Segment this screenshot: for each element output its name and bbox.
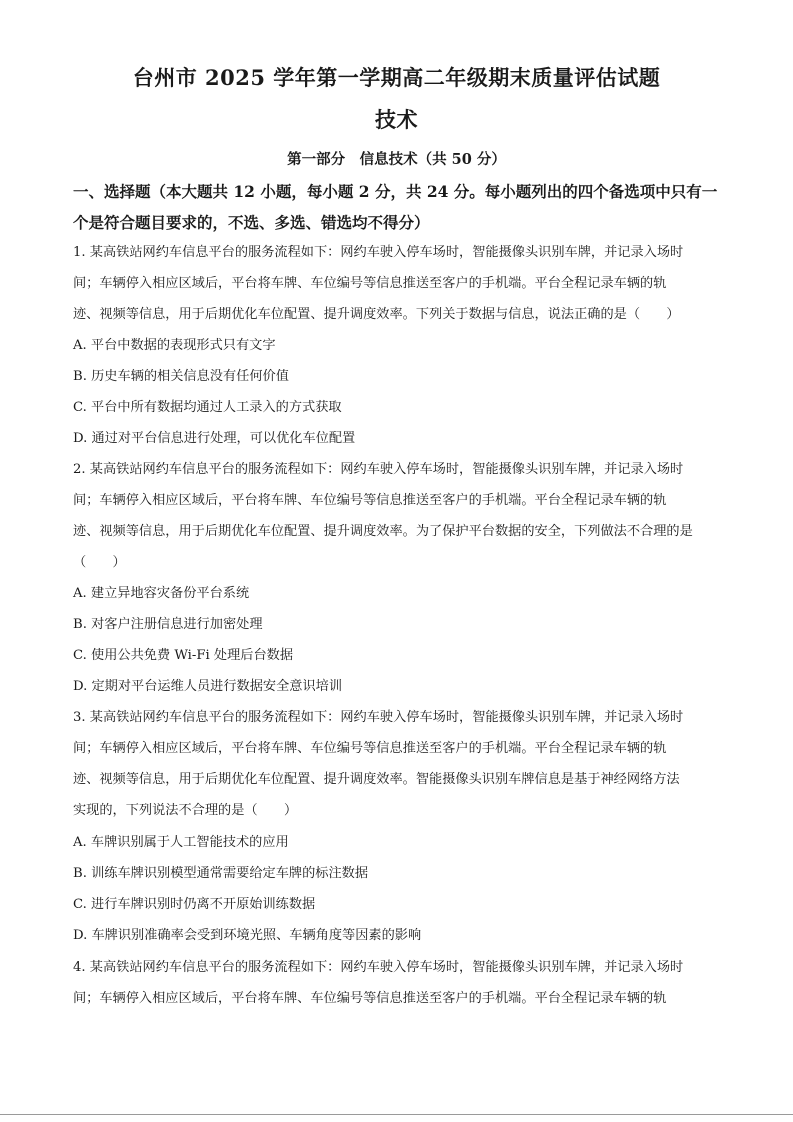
question-1-option-d: D. 通过对平台信息进行处理，可以优化车位配置 [73,431,356,446]
question-2-stem: 迹、视频等信息，用于后期优化车位配置、提升调度效率。为了保护平台数据的安全，下列做法不合理的是 [73,524,693,539]
question-1-stem: 1. 某高铁站网约车信息平台的服务流程如下：网约车驶入停车场时，智能摄像头识别车牌，并记录入场时 [73,245,684,260]
question-3-stem: 迹、视频等信息，用于后期优化车位配置、提升调度效率。智能摄像头识别车牌信息是基于神经网络方法 [73,772,680,787]
question-2-option-d: D. 定期对平台运维人员进行数据安全意识培训 [73,679,343,694]
section-instructions-line: 一、选择题（本大题共 12 小题，每小题 2 分，共 24 分。每小题列出的四个备选项中只有一 [73,182,718,201]
question-3-stem: 实现的，下列说法不合理的是（ ） [73,803,298,818]
question-3-option-c: C. 进行车牌识别时仍离不开原始训练数据 [73,897,316,912]
question-2-option-a: A. 建立异地容灾备份平台系统 [73,586,250,601]
question-1-option-c: C. 平台中所有数据均通过人工录入的方式获取 [73,400,342,415]
section-instructions-line: 个是符合题目要求的，不选、多选、错选均不得分） [73,213,430,232]
page-bottom-divider [0,1114,793,1115]
question-1-option-b: B. 历史车辆的相关信息没有任何价值 [73,369,289,384]
question-4-stem: 4. 某高铁站网约车信息平台的服务流程如下：网约车驶入停车场时，智能摄像头识别车牌，并记录入场时 [73,960,684,975]
question-3-option-d: D. 车牌识别准确率会受到环境光照、车辆角度等因素的影响 [73,928,422,943]
question-1-stem: 间；车辆停入相应区域后，平台将车牌、车位编号等信息推送至客户的手机端。平台全程记录车辆的轨 [73,276,667,291]
question-4-stem: 间；车辆停入相应区域后，平台将车牌、车位编号等信息推送至客户的手机端。平台全程记录车辆的轨 [73,991,667,1006]
question-1-stem: 迹、视频等信息，用于后期优化车位配置、提升调度效率。下列关于数据与信息，说法正确的是（ ） [73,307,680,322]
question-2-option-c: C. 使用公共免费 Wi-Fi 处理后台数据 [73,648,294,663]
question-1-option-a: A. 平台中数据的表现形式只有文字 [73,338,276,353]
subject-title: 技术 [375,107,418,132]
question-3-stem: 3. 某高铁站网约车信息平台的服务流程如下：网约车驶入停车场时，智能摄像头识别车牌，并记录入场时 [73,710,684,725]
question-3-option-a: A. 车牌识别属于人工智能技术的应用 [73,835,289,850]
question-2-stem: 间；车辆停入相应区域后，平台将车牌、车位编号等信息推送至客户的手机端。平台全程记录车辆的轨 [73,493,667,508]
question-3-stem: 间；车辆停入相应区域后，平台将车牌、车位编号等信息推送至客户的手机端。平台全程记录车辆的轨 [73,741,667,756]
part-heading: 第一部分 信息技术（共 50 分） [287,151,506,168]
question-2-option-b: B. 对客户注册信息进行加密处理 [73,617,263,632]
question-3-option-b: B. 训练车牌识别模型通常需要给定车牌的标注数据 [73,866,369,881]
question-2-stem: （ ） [73,555,126,570]
question-2-stem: 2. 某高铁站网约车信息平台的服务流程如下：网约车驶入停车场时，智能摄像头识别车牌，并记录入场时 [73,462,684,477]
exam-title: 台州市 2025 学年第一学期高二年级期末质量评估试题 [132,65,661,90]
